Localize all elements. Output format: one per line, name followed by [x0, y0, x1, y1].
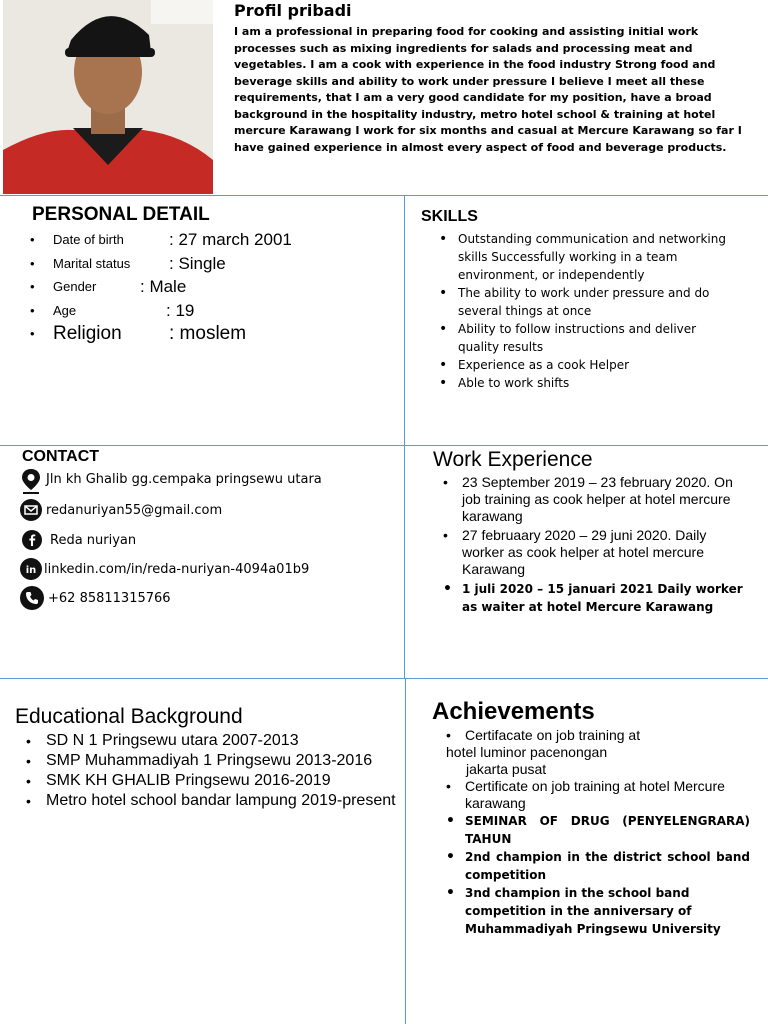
achievement-text: Certifacate on job training at	[465, 727, 641, 743]
achievement-item-4: • 2nd champion in the district school band competition	[440, 848, 750, 884]
achievement-item-2: • Certificate on job training at hotel Mercure karawang	[440, 778, 750, 812]
contact-linkedin[interactable]: linkedin.com/in/reda-nuriyan-4094a01b9	[44, 561, 310, 577]
profile-text: I am a professional in preparing food for cooking and assisting initial work processes such as mixing ingredients for salads and processing meat and vegetables. I am a cook with experience in the food industry Strong food and beverage skills and ability to work under pressure I believe I meet all these requirements, that I am a very good candidate for my position, have a broad background in the hospitality industry, metro hotel school & training at hotel mercure Karawang I work for six months and casual at Mercure Karawang so far I have gained experience in almost every aspect of food and beverage products.	[234, 25, 742, 154]
skills-title: SKILLS	[421, 208, 478, 225]
work-experience-title: Work Experience	[433, 448, 593, 471]
list-item: • Able to work shifts	[433, 374, 733, 392]
contact-facebook-row	[20, 530, 136, 550]
list-item: • SD N 1 Pringsewu utara 2007-2013	[20, 731, 400, 751]
list-item: • Metro hotel school bandar lampung 2019-present	[20, 791, 400, 811]
detail-label: • Religion	[53, 323, 122, 344]
detail-value: : Male	[140, 277, 187, 296]
contact-phone[interactable]: +62 85811315766	[48, 590, 171, 606]
skills-list	[433, 230, 733, 392]
contact-email[interactable]: redanuriyan55@gmail.com	[46, 502, 223, 518]
contact-linkedin-row	[20, 558, 309, 580]
svg-text:in: in	[25, 565, 37, 576]
contact-address-row	[20, 468, 322, 490]
divider-vertical-3	[405, 678, 406, 1024]
contact-title: CONTACT	[22, 448, 100, 465]
personal-detail-list	[28, 228, 388, 346]
detail-row-religion	[28, 322, 388, 346]
divider-top	[0, 195, 768, 196]
detail-value: : 27 march 2001	[169, 230, 292, 249]
achievement-item-5: • 3nd champion in the school band competition in the anniversary of Muhammadiyah Pringsewu University	[440, 884, 750, 938]
achievement-text: jakarta pusat	[466, 761, 547, 777]
location-icon	[20, 468, 42, 490]
detail-label: • Date of birth	[53, 232, 124, 247]
detail-label: • Marital status	[53, 255, 131, 271]
work-experience-list	[437, 474, 747, 618]
linkedin-icon	[20, 558, 42, 580]
facebook-icon	[22, 530, 42, 550]
divider-vertical-1	[404, 195, 405, 445]
divider-mid-2	[0, 678, 768, 679]
education-list	[20, 731, 400, 811]
detail-row-dob	[28, 228, 388, 252]
contact-address: Jln kh Ghalib gg.cempaka pringsewu utara	[46, 471, 322, 487]
list-item: • Outstanding communication and networking skills Successfully working in a team environment, or independently	[433, 230, 733, 284]
personal-detail-title: PERSONAL DETAIL	[32, 204, 210, 225]
email-icon	[20, 499, 42, 521]
phone-icon	[20, 586, 44, 610]
detail-label: • Age	[53, 302, 77, 318]
detail-value: : Single	[169, 253, 226, 273]
detail-value: : 19	[166, 300, 195, 320]
detail-row-marital	[28, 252, 388, 276]
detail-value: : moslem	[169, 323, 247, 344]
contact-email-row	[20, 499, 222, 521]
achievement-item-3: • SEMINAR OF DRUG (PENYELENGRARA) TAHUN	[440, 812, 750, 848]
profile-title: Profil pribadi	[234, 1, 352, 20]
list-item: • Ability to follow instructions and deliver quality results	[433, 320, 733, 356]
list-item: • The ability to work under pressure and do several things at once	[433, 284, 733, 320]
contact-phone-row	[20, 586, 171, 610]
achievement-item-1	[440, 727, 750, 744]
contact-facebook[interactable]: Reda nuriyan	[50, 532, 137, 548]
education-title: Educational Background	[15, 705, 243, 728]
list-item: • Experience as a cook Helper	[433, 356, 733, 374]
divider-vertical-2	[404, 445, 405, 678]
achievements-list	[440, 727, 750, 938]
divider-mid-1	[0, 445, 768, 446]
detail-label: • Gender	[53, 279, 97, 294]
detail-row-gender	[28, 275, 388, 299]
achievements-title: Achievements	[432, 698, 595, 725]
achievement-text: hotel luminor pacenongan	[446, 744, 608, 760]
list-item: • SMK KH GHALIB Pringsewu 2016-2019	[20, 771, 400, 791]
list-item: • SMP Muhammadiyah 1 Pringsewu 2013-2016	[20, 751, 400, 771]
detail-row-age	[28, 299, 388, 323]
list-item: • 27 februaary 2020 – 29 juni 2020. Daily worker as cook helper at hotel mercure Karawang	[437, 527, 747, 578]
profile-photo	[3, 0, 213, 194]
list-item: • 1 juli 2020 – 15 januari 2021 Daily worker as waiter at hotel Mercure Karawang	[437, 580, 747, 616]
list-item: • 23 September 2019 – 23 february 2020. On job training as cook helper at hotel mercure karawang	[437, 474, 747, 525]
